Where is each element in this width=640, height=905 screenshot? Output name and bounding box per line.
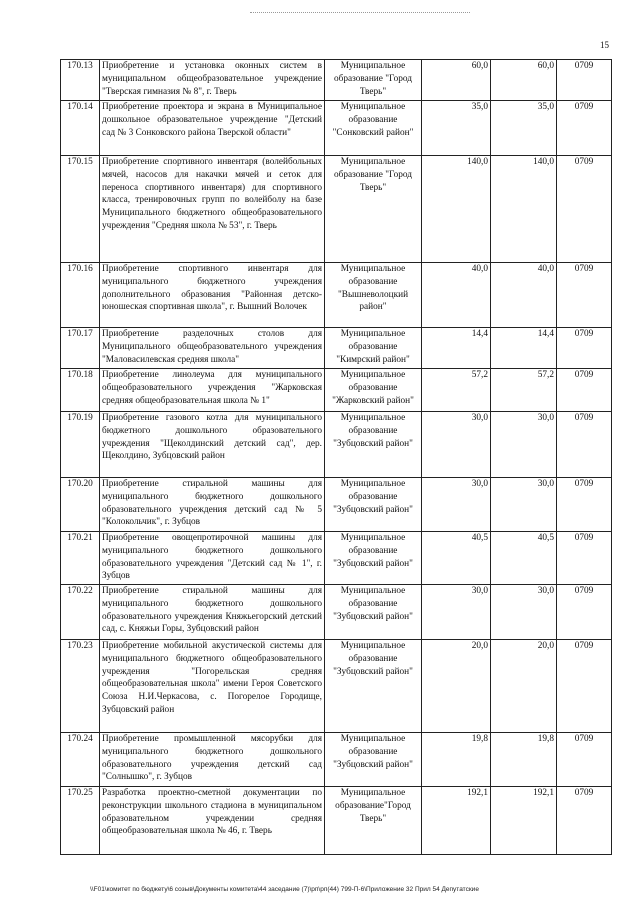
row-number: 170.22 <box>61 585 100 640</box>
table-row <box>61 585 612 640</box>
row-budget-code: 0709 <box>557 101 612 156</box>
row-amount-total: 40,0 <box>491 263 557 328</box>
row-description: Разработка проектно-сметной документации по реконструкции школьного стадиона в муниципальном образовательном учреждении средняя общеобразовательная школа № 46, г. Тверь <box>100 787 325 855</box>
row-number: 170.13 <box>61 60 100 101</box>
row-description: Приобретение промышленной мясорубки для муниципального бюджетного дошкольного образовательного учреждения детский сад "Солнышко", г. Зубцов <box>100 733 325 787</box>
row-amount: 40,5 <box>422 532 491 585</box>
row-amount: 35,0 <box>422 101 491 156</box>
table-row <box>61 787 612 855</box>
table-row <box>61 328 612 369</box>
row-budget-code: 0709 <box>557 585 612 640</box>
row-amount: 20,0 <box>422 640 491 733</box>
row-budget-code: 0709 <box>557 532 612 585</box>
row-amount-total: 20,0 <box>491 640 557 733</box>
table-body <box>61 60 612 855</box>
row-amount-total: 19,8 <box>491 733 557 787</box>
row-amount: 19,8 <box>422 733 491 787</box>
table-row <box>61 156 612 263</box>
row-number: 170.23 <box>61 640 100 733</box>
row-budget-code: 0709 <box>557 60 612 101</box>
row-number: 170.18 <box>61 369 100 412</box>
row-number: 170.21 <box>61 532 100 585</box>
row-description: Приобретение проектора и экрана в Муниципальное дошкольное образовательное учреждение "Детский сад № 3 Сонковского района Тверской области" <box>100 101 325 156</box>
row-recipient: Муниципальное образование "Зубцовский район" <box>325 532 422 585</box>
row-number: 170.24 <box>61 733 100 787</box>
row-amount: 60,0 <box>422 60 491 101</box>
table-row <box>61 412 612 478</box>
row-description: Приобретение стиральной машины для муниципального бюджетного дошкольного образовательного учреждения Княжьегорский детский сад, с. Княжьи Горы, Зубцовский район <box>100 585 325 640</box>
row-amount: 140,0 <box>422 156 491 263</box>
row-budget-code: 0709 <box>557 328 612 369</box>
row-amount-total: 192,1 <box>491 787 557 855</box>
row-budget-code: 0709 <box>557 733 612 787</box>
row-budget-code: 0709 <box>557 478 612 532</box>
row-description: Приобретение спортивного инвентаря (волейбольных мячей, насосов для накачки мячей и сеток для переноса спортивного инвентаря) для спортивного класса, тренировочных групп по волейболу на базе Муниципального бюджетного общеобразовательного учреждения "Средняя школа № 53", г. Тверь <box>100 156 325 263</box>
row-budget-code: 0709 <box>557 787 612 855</box>
row-budget-code: 0709 <box>557 412 612 478</box>
row-amount: 192,1 <box>422 787 491 855</box>
row-amount-total: 30,0 <box>491 478 557 532</box>
row-recipient: Муниципальное образование "Вышневолоцкий район" <box>325 263 422 328</box>
row-recipient: Муниципальное образование "Кимрский район" <box>325 328 422 369</box>
row-recipient: Муниципальное образование "Зубцовский район" <box>325 412 422 478</box>
row-recipient: Муниципальное образование"Город Тверь" <box>325 787 422 855</box>
row-recipient: Муниципальное образование "Город Тверь" <box>325 156 422 263</box>
row-number: 170.17 <box>61 328 100 369</box>
row-amount-total: 57,2 <box>491 369 557 412</box>
row-amount: 30,0 <box>422 412 491 478</box>
row-amount-total: 60,0 <box>491 60 557 101</box>
row-recipient: Муниципальное образование "Зубцовский район" <box>325 640 422 733</box>
row-amount-total: 140,0 <box>491 156 557 263</box>
row-recipient: Муниципальное образование "Зубцовский район" <box>325 733 422 787</box>
table-row <box>61 733 612 787</box>
row-description: Приобретение мобильной акустической системы для муниципального бюджетного общеобразовательного учреждения "Погорельская средняя общеобразовательная школа" имени Героя Советского Союза Н.И.Черкасова, с. Погорелое Городище, Зубцовский район <box>100 640 325 733</box>
row-recipient: Муниципальное образование "Жарковский район" <box>325 369 422 412</box>
row-amount-total: 30,0 <box>491 412 557 478</box>
row-amount-total: 14,4 <box>491 328 557 369</box>
row-amount: 14,4 <box>422 328 491 369</box>
top-dotted-line <box>250 12 470 13</box>
row-amount-total: 35,0 <box>491 101 557 156</box>
row-number: 170.25 <box>61 787 100 855</box>
table-row <box>61 478 612 532</box>
row-budget-code: 0709 <box>557 263 612 328</box>
row-description: Приобретение спортивного инвентаря для муниципального бюджетного учреждения дополнительного образования "Районная детско-юношеская спортивная школа", г. Вышний Волочек <box>100 263 325 328</box>
row-recipient: Муниципальное образование "Зубцовский район" <box>325 478 422 532</box>
row-amount: 40,0 <box>422 263 491 328</box>
row-description: Приобретение и установка оконных систем в муниципальном общеобразовательное учреждение "Тверская гимназия № 8", г. Тверь <box>100 60 325 101</box>
row-amount-total: 30,0 <box>491 585 557 640</box>
row-description: Приобретение разделочных столов для Муниципального общеобразовательного учреждения "Маловасилевская средняя школа" <box>100 328 325 369</box>
row-description: Приобретение овощепротирочной машины для муниципального бюджетного дошкольного образовательного учреждения "Детский сад № 1", г. Зубцов <box>100 532 325 585</box>
page-number: 15 <box>600 40 609 50</box>
table-row <box>61 263 612 328</box>
row-number: 170.15 <box>61 156 100 263</box>
row-description: Приобретение линолеума для муниципального общеобразовательного учреждения "Жарковская средняя общеобразовательная школа № 1" <box>100 369 325 412</box>
row-amount-total: 40,5 <box>491 532 557 585</box>
table-row <box>61 532 612 585</box>
row-recipient: Муниципальное образование "Город Тверь" <box>325 60 422 101</box>
row-recipient: Муниципальное образование "Зубцовский район" <box>325 585 422 640</box>
budget-table <box>60 59 612 855</box>
row-number: 170.16 <box>61 263 100 328</box>
row-budget-code: 0709 <box>557 369 612 412</box>
row-number: 170.14 <box>61 101 100 156</box>
row-description: Приобретение стиральной машины для муниципального бюджетного дошкольного образовательного учреждения детский сад № 5 "Колокольчик", г. Зубцов <box>100 478 325 532</box>
table-row <box>61 101 612 156</box>
row-amount: 30,0 <box>422 478 491 532</box>
row-amount: 30,0 <box>422 585 491 640</box>
row-budget-code: 0709 <box>557 640 612 733</box>
table-row <box>61 369 612 412</box>
row-number: 170.20 <box>61 478 100 532</box>
row-description: Приобретение газового котла для муниципального бюджетного дошкольного образовательного учреждения "Щеколдинский детский сад", дер. Щеколдино, Зубцовский район <box>100 412 325 478</box>
row-amount: 57,2 <box>422 369 491 412</box>
table-row <box>61 60 612 101</box>
row-recipient: Муниципальное образование "Сонковский район" <box>325 101 422 156</box>
row-budget-code: 0709 <box>557 156 612 263</box>
table-row <box>61 640 612 733</box>
document-path-footer: \\F01\комитет по бюджету\6 созыв\Документы комитета\44 заседание (7)\рп\рп(44) 799-П-6\Приложение 32 Прил 54 Депутатские <box>90 886 479 893</box>
row-number: 170.19 <box>61 412 100 478</box>
